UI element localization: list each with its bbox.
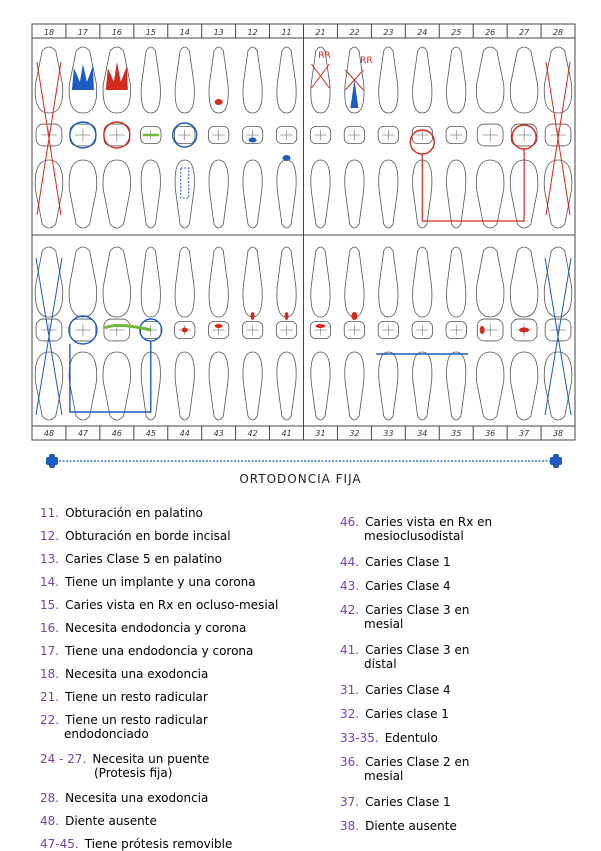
tooth-outline [510, 47, 538, 113]
implant-14 [181, 168, 189, 198]
tooth-outline [141, 47, 160, 113]
tooth-outline [103, 160, 131, 228]
tooth-outline [544, 352, 572, 420]
note-text: Caries Clase 2 en [365, 755, 470, 769]
tooth-number-upper: 13 [213, 28, 224, 37]
tooth-number-lower: 37 [519, 429, 530, 438]
tooth-number-upper: 21 [315, 28, 326, 37]
tooth-number-upper: 24 [417, 28, 428, 37]
tooth-outline [379, 247, 398, 317]
tooth-fissure [75, 129, 90, 142]
tooth-number-lower: 44 [179, 429, 190, 438]
note-text: Necesita endodoncia y corona [65, 621, 247, 635]
note-left-item [40, 575, 256, 589]
bracket-left-icon [46, 454, 58, 468]
endo-22 [350, 80, 358, 108]
tooth-outline [69, 352, 97, 420]
tooth-outline [243, 352, 262, 420]
note-text: Caries Clase 4 [365, 683, 451, 697]
tooth-side [412, 247, 432, 339]
note-text-cont: mesial [364, 617, 404, 631]
note-number: 13. [40, 552, 60, 566]
tooth-side [276, 47, 296, 144]
note-right-item [340, 603, 470, 631]
note-left-item [40, 713, 208, 741]
tooth-side [378, 47, 398, 144]
note-left-item [40, 621, 246, 635]
note-right-item [340, 731, 438, 745]
tooth-side [277, 352, 296, 420]
caries-37 [519, 328, 529, 333]
tooth-outline [141, 247, 160, 317]
tooth-outline [379, 160, 398, 228]
tooth-number-lower: 32 [349, 429, 360, 438]
tooth-side [311, 352, 330, 420]
tooth-number-lower: 46 [111, 429, 122, 438]
tooth-outline [141, 160, 160, 228]
tooth-side [243, 352, 262, 420]
tooth-side [175, 160, 194, 228]
tooth-number-upper: 23 [383, 28, 394, 37]
tooth-number-upper: 22 [349, 28, 360, 37]
tooth-side [476, 247, 504, 341]
note-number: 41. [340, 643, 360, 657]
note-text: Caries Clase 3 en [365, 603, 470, 617]
tooth-number-upper: 15 [145, 28, 156, 37]
caries-36 [480, 326, 485, 334]
tooth-fissure [213, 130, 225, 140]
note-text: Caries Clase 1 [365, 795, 451, 809]
tooth-side [447, 160, 466, 228]
note-text: Tiene una endodoncia y corona [65, 644, 254, 658]
tooth-outline [476, 160, 504, 228]
tooth-outline [175, 47, 194, 113]
note-left-item [40, 690, 208, 704]
tooth-outline [413, 47, 432, 113]
tooth-number-lower: 33 [383, 429, 394, 438]
tooth-outline [311, 247, 330, 317]
tooth-outline [209, 247, 228, 317]
note-left-item [40, 598, 278, 612]
tooth-side [208, 47, 228, 144]
tooth-outline [35, 160, 63, 228]
tooth-outline [476, 47, 504, 113]
tooth-outline [277, 247, 296, 317]
note-text: Caries clase 1 [365, 707, 449, 721]
tooth-number-lower: 48 [43, 429, 55, 438]
tooth-side [103, 160, 131, 228]
caries-44 [182, 328, 188, 333]
tooth-side [446, 47, 466, 144]
note-number: 33-35. [340, 731, 379, 745]
rr-label: RR [318, 51, 331, 61]
tooth-fissure [109, 129, 124, 142]
note-text: Caries Clase 4 [365, 579, 451, 593]
tooth-outline [209, 352, 228, 420]
tooth-number-lower: 34 [417, 429, 428, 438]
tooth-number-upper: 25 [451, 28, 462, 37]
tooth-side [476, 160, 504, 228]
tooth-number-upper: 12 [247, 28, 258, 37]
tooth-side [242, 47, 262, 144]
tooth-side [311, 160, 330, 228]
tooth-side [175, 352, 194, 420]
filling-13 [215, 99, 223, 105]
note-number: 37. [340, 795, 360, 809]
tooth-outline [35, 247, 63, 317]
tooth-fissure [179, 130, 191, 140]
tooth-side [379, 160, 398, 228]
note-text: Caries Clase 3 en [365, 643, 470, 657]
tooth-side [544, 247, 572, 341]
tooth-side [103, 352, 131, 420]
tooth-side [544, 160, 572, 228]
tooth-side [141, 47, 161, 144]
note-number: 42. [340, 603, 360, 617]
note-left-item [40, 752, 209, 780]
tooth-side [310, 47, 330, 144]
tooth-number-upper: 14 [179, 28, 190, 37]
tooth-outline [447, 352, 466, 420]
note-text: Edentulo [384, 731, 438, 745]
tooth-side [345, 352, 364, 420]
note-text: Tiene un resto radicular [65, 713, 208, 727]
filling-12 [249, 138, 257, 143]
note-text-cont: endodonciado [64, 727, 149, 741]
prosthesis-47-45 [70, 342, 151, 412]
note-text-cont: mesioclusodistal [364, 529, 464, 543]
tooth-outline [379, 47, 398, 113]
tooth-side [209, 160, 228, 228]
tooth-fissure [75, 324, 90, 337]
tooth-side [175, 247, 195, 339]
tooth-number-upper: 27 [519, 28, 530, 37]
note-number: 43. [340, 579, 360, 593]
note-text: Tiene prótesis removible [84, 837, 233, 851]
tooth-side [379, 352, 398, 420]
tooth-fissure [348, 325, 360, 335]
note-text: Necesita un puente [92, 752, 210, 766]
note-number: 48. [40, 814, 60, 828]
tooth-side [69, 47, 97, 146]
note-right-item [340, 795, 451, 809]
tooth-side [209, 352, 228, 420]
tooth-fissure [280, 325, 292, 335]
note-number: 12. [40, 529, 60, 543]
note-number: 18. [40, 667, 60, 681]
tooth-outline [311, 352, 330, 420]
note-number: 16. [40, 621, 60, 635]
tooth-outline [413, 352, 432, 420]
note-right-item [340, 819, 457, 833]
tooth-side [35, 352, 63, 420]
tooth-fissure [482, 324, 497, 337]
tooth-side [69, 160, 97, 228]
tooth-side [276, 247, 296, 339]
tooth-outline [69, 247, 97, 317]
tooth-number-upper: 16 [111, 28, 122, 37]
tooth-outline [510, 352, 538, 420]
tooth-outline [345, 160, 364, 228]
note-left-item [40, 529, 231, 543]
tooth-outline [413, 247, 432, 317]
tooth-side [69, 352, 97, 420]
tooth-number-upper: 11 [281, 28, 292, 37]
tooth-side [35, 47, 63, 146]
note-left-item [40, 644, 253, 658]
note-right-item [340, 755, 470, 783]
tooth-number-lower: 45 [145, 429, 156, 438]
tooth-side [413, 352, 432, 420]
note-text: Obturación en borde incisal [65, 529, 231, 543]
tooth-outline [103, 352, 131, 420]
tooth-number-lower: 36 [485, 429, 496, 438]
caries-46 [105, 325, 151, 330]
note-left-item [40, 837, 232, 851]
tooth-side [35, 160, 63, 228]
tooth-outline [447, 47, 466, 113]
tooth-side [69, 247, 97, 341]
note-number: 44. [340, 555, 360, 569]
note-text: Caries vista en Rx en [365, 515, 493, 529]
note-left-item [40, 506, 203, 520]
bridge-line [422, 149, 524, 221]
note-left-item [40, 814, 157, 828]
note-number: 24 - 27. [40, 752, 87, 766]
tooth-number-lower: 35 [451, 429, 462, 438]
tooth-outline [69, 160, 97, 228]
tooth-number-lower: 38 [552, 429, 564, 438]
tooth-number-lower: 47 [77, 429, 88, 438]
tooth-side [412, 47, 432, 144]
tooth-outline [277, 160, 296, 228]
tooth-fissure [450, 130, 462, 140]
tooth-side [277, 160, 296, 228]
tooth-outline [277, 352, 296, 420]
tooth-outline [243, 247, 262, 317]
tooth-fissure [246, 325, 258, 335]
note-right-item [340, 707, 449, 721]
note-left-item [40, 552, 222, 566]
tooth-side [378, 247, 398, 339]
tooth-side [35, 247, 63, 341]
tooth-fissure [450, 325, 462, 335]
ortho-label: ORTODONCIA FIJA [239, 472, 362, 486]
tooth-side [243, 160, 262, 228]
tooth-number-upper: 18 [43, 28, 55, 37]
tooth-side [141, 247, 161, 339]
tooth-outline [277, 47, 296, 113]
tooth-number-upper: 28 [552, 28, 564, 37]
note-text: Caries vista en Rx en ocluso-mesial [65, 598, 279, 612]
filling-11 [283, 155, 291, 161]
tooth-side [344, 247, 364, 339]
tooth-fissure [516, 129, 531, 142]
tooth-outline [447, 160, 466, 228]
note-number: 15. [40, 598, 60, 612]
tooth-side [175, 47, 195, 144]
tooth-outline [476, 247, 504, 317]
tooth-number-lower: 42 [247, 429, 258, 438]
tooth-outline [544, 247, 572, 317]
tooth-fissure [482, 129, 497, 142]
note-number: 46. [340, 515, 360, 529]
note-left-item [40, 667, 208, 681]
tooth-outline [476, 352, 504, 420]
bracket-right-icon [550, 454, 562, 468]
tooth-outline [103, 247, 131, 317]
note-text: Caries Clase 5 en palatino [65, 552, 222, 566]
note-right-item [340, 515, 492, 543]
tooth-side [544, 47, 572, 146]
note-text-cont: (Protesis fija) [94, 766, 173, 780]
tooth-number-upper: 17 [77, 28, 88, 37]
note-right-item [340, 555, 451, 569]
tooth-side [141, 160, 160, 228]
note-text: Tiene un implante y una corona [65, 575, 256, 589]
caries-41 [285, 312, 289, 320]
tooth-fissure [314, 130, 326, 140]
note-left-item [40, 791, 208, 805]
rr-label: RR [360, 56, 373, 66]
tooth-outline [243, 160, 262, 228]
note-number: 21. [40, 690, 60, 704]
note-text: Necesita una exodoncia [65, 667, 209, 681]
caries-42 [251, 312, 255, 320]
tooth-outline [345, 247, 364, 317]
tooth-side [510, 352, 538, 420]
tooth-number-lower: 41 [281, 429, 292, 438]
note-number: 31. [340, 683, 360, 697]
note-text: Necesita una exodoncia [65, 791, 209, 805]
tooth-side [242, 247, 262, 339]
tooth-number-lower: 31 [315, 429, 326, 438]
tooth-number-upper: 26 [485, 28, 496, 37]
caries-43 [215, 324, 223, 328]
note-right-item [340, 579, 451, 593]
tooth-fissure [348, 130, 360, 140]
tooth-outline [175, 247, 194, 317]
note-number: 22. [40, 713, 60, 727]
tooth-side [446, 247, 466, 339]
note-text: Obturación en palatino [65, 506, 203, 520]
caries-31 [315, 324, 325, 328]
note-right-item [340, 683, 451, 697]
tooth-outline [35, 352, 63, 420]
note-number: 36. [340, 755, 360, 769]
tooth-outline [379, 352, 398, 420]
tooth-side [476, 47, 504, 146]
tooth-outline [447, 247, 466, 317]
note-text: Diente ausente [365, 819, 457, 833]
crown-17 [72, 64, 94, 90]
caries-32 [351, 312, 357, 320]
note-text: Caries Clase 1 [365, 555, 451, 569]
tooth-side [510, 247, 538, 341]
tooth-outline [544, 160, 572, 228]
tooth-outline [311, 160, 330, 228]
tooth-fissure [280, 130, 292, 140]
note-number: 14. [40, 575, 60, 589]
tooth-side [476, 352, 504, 420]
tooth-side [103, 47, 131, 146]
note-number: 38. [340, 819, 360, 833]
tooth-outline [243, 47, 262, 113]
tooth-side [447, 352, 466, 420]
note-number: 17. [40, 644, 60, 658]
note-text: Diente ausente [65, 814, 157, 828]
tooth-side [345, 160, 364, 228]
tooth-fissure [416, 325, 428, 335]
tooth-outline [209, 160, 228, 228]
note-text: Tiene un resto radicular [65, 690, 208, 704]
note-number: 11. [40, 506, 60, 520]
note-number: 28. [40, 791, 60, 805]
tooth-fissure [382, 130, 394, 140]
note-right-item [340, 643, 470, 671]
tooth-outline [510, 247, 538, 317]
tooth-outline [175, 352, 194, 420]
note-text-cont: mesial [364, 769, 404, 783]
tooth-number-lower: 43 [213, 429, 224, 438]
tooth-side [544, 352, 572, 420]
tooth-outline [345, 352, 364, 420]
note-text-cont: distal [364, 657, 397, 671]
tooth-fissure [382, 325, 394, 335]
tooth-outline [175, 160, 194, 228]
crown-16 [106, 62, 128, 90]
note-number: 47-45. [40, 837, 79, 851]
note-number: 32. [340, 707, 360, 721]
